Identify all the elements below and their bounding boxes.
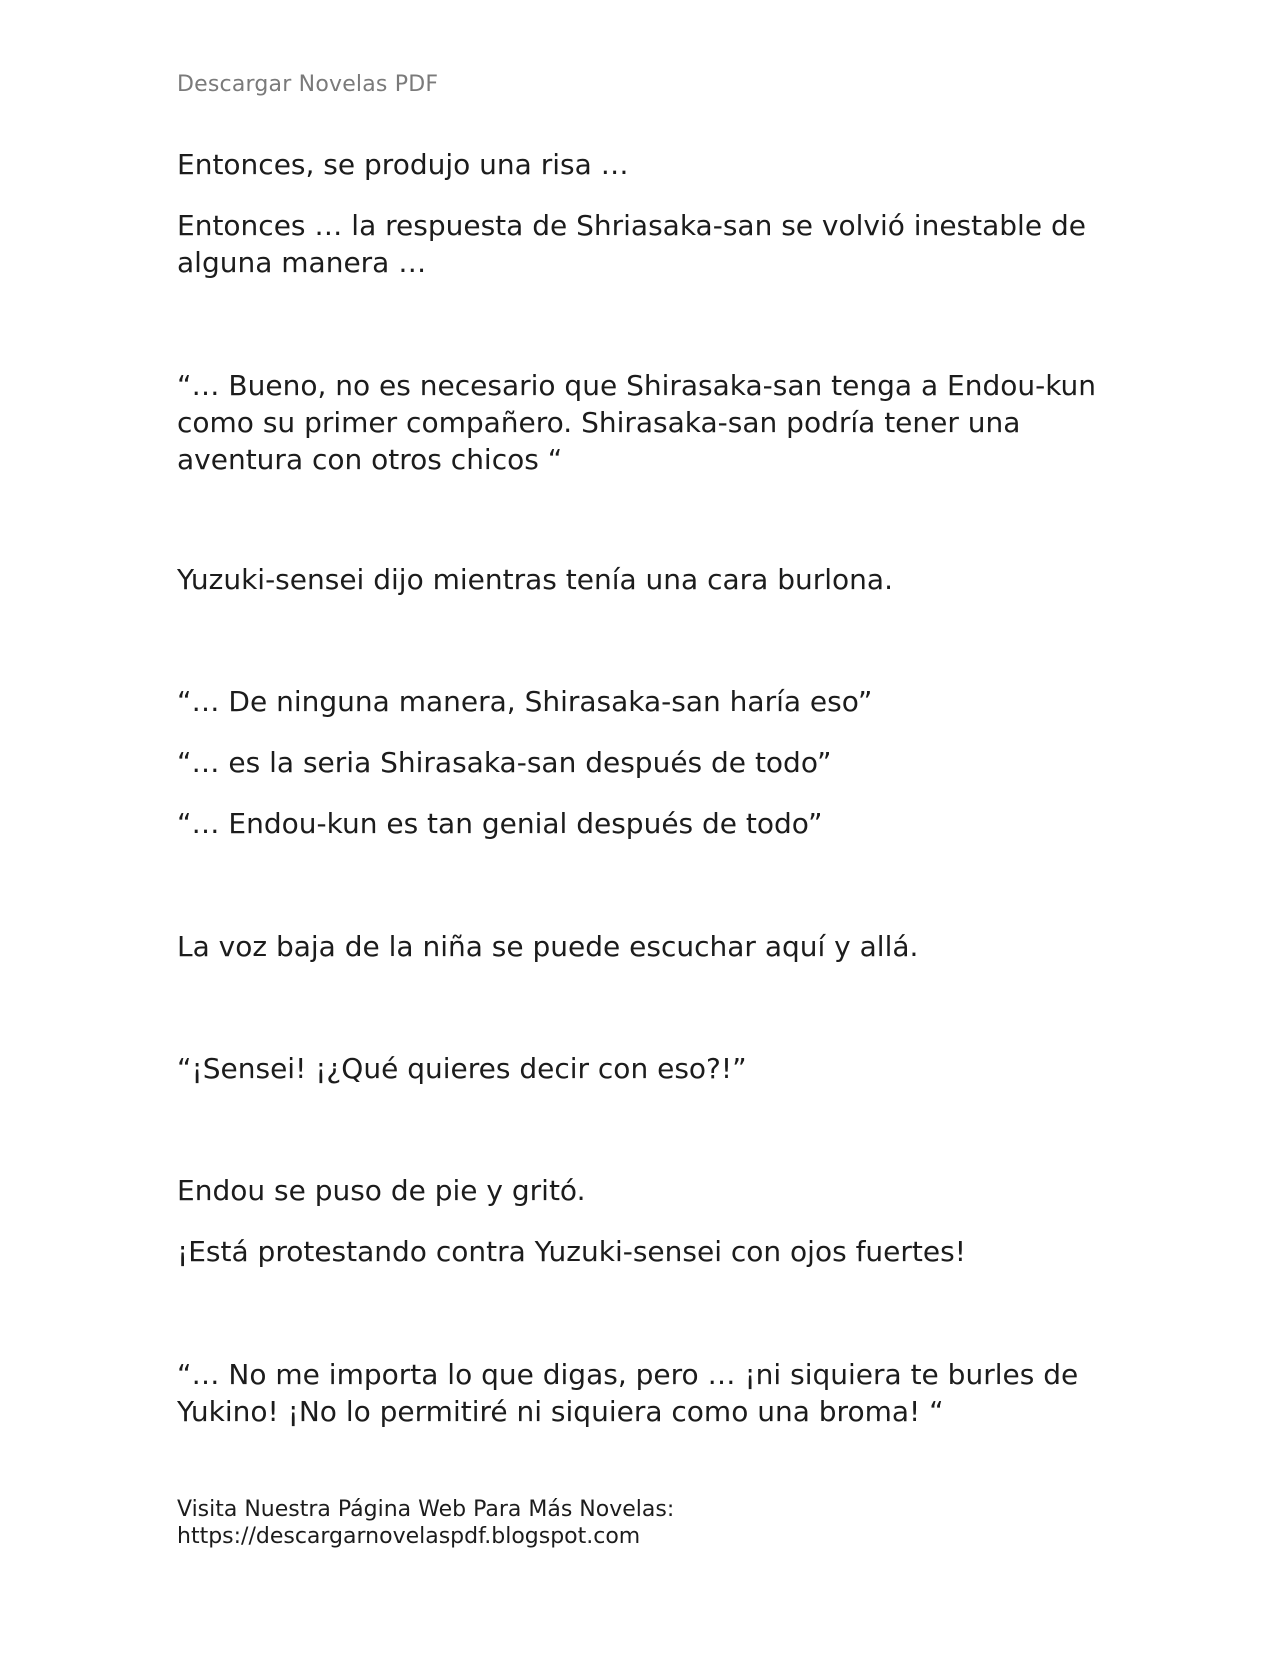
- page-header: Descargar Novelas PDF: [177, 72, 439, 97]
- page-footer: [177, 1496, 674, 1550]
- paragraph: La voz baja de la niña se puede escuchar aquí y allá.: [177, 930, 919, 963]
- paragraph: “… Bueno, no es necesario que Shirasaka-san tenga a Endou-kun como su primer compañero. Shirasaka-san podría tener una aventura con otros chicos “: [177, 369, 1097, 476]
- paragraph: “… De ninguna manera, Shirasaka-san haría eso”: [177, 685, 873, 718]
- paragraph: “… No me importa lo que digas, pero … ¡ni siquiera te burles de Yukino! ¡No lo permitiré ni siquiera como una broma! “: [177, 1358, 1079, 1428]
- paragraph: ¡Está protestando contra Yuzuki-sensei con ojos fuertes!: [177, 1235, 966, 1268]
- paragraph: Yuzuki-sensei dijo mientras tenía una cara burlona.: [177, 563, 893, 596]
- paragraph: “… Endou-kun es tan genial después de todo”: [177, 807, 823, 840]
- paragraph: Entonces, se produjo una risa …: [177, 148, 629, 181]
- footer-url: https://descargarnovelaspdf.blogspot.com: [177, 1524, 641, 1549]
- paragraph: “¡Sensei! ¡¿Qué quieres decir con eso?!”: [177, 1052, 747, 1085]
- footer-promo-text: Visita Nuestra Página Web Para Más Novelas:: [177, 1497, 675, 1522]
- paragraph: “… es la seria Shirasaka-san después de todo”: [177, 746, 832, 779]
- paragraph: Endou se puso de pie y gritó.: [177, 1174, 586, 1207]
- paragraph: Entonces … la respuesta de Shriasaka-san se volvió inestable de alguna manera …: [177, 209, 1086, 279]
